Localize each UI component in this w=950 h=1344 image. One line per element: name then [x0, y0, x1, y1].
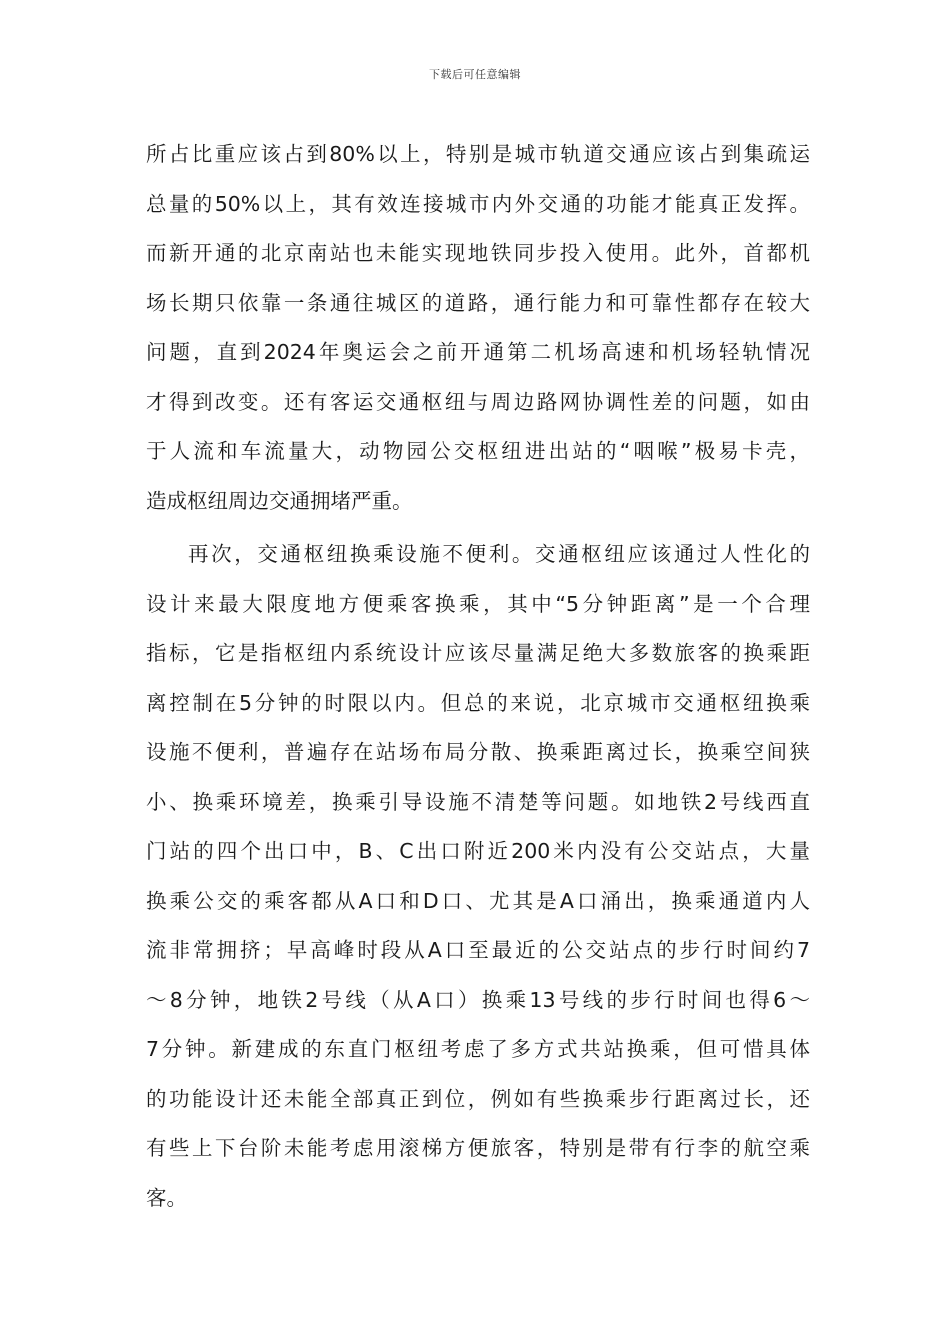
- text-line: 设施不便利，普遍存在站场布局分散、换乘距离过长，换乘空间狭: [146, 740, 810, 764]
- text-line: 设计来最大限度地方便乘客换乘，其中“5分钟距离”是一个合理: [146, 591, 810, 616]
- page-header: 下载后可任意编辑: [429, 68, 521, 81]
- text-line: 离控制在5分钟的时限以内。但总的来说，北京城市交通枢纽换乘: [146, 690, 810, 715]
- text-line: 才得到改变。还有客运交通枢纽与周边路网协调性差的问题，如由: [146, 389, 810, 414]
- text-line: 场长期只依靠一条通往城区的道路，通行能力和可靠性都存在较大: [146, 290, 810, 315]
- text-line: 小、换乘环境差，换乘引导设施不清楚等问题。如地铁2号线西直: [146, 789, 810, 814]
- text-line: 总量的50%以上，其有效连接城市内外交通的功能才能真正发挥。: [146, 191, 810, 216]
- text-line: 造成枢纽周边交通拥堵严重。: [146, 488, 413, 513]
- document-body: [146, 130, 810, 1223]
- text-line: 的功能设计还未能全部真正到位，例如有些换乘步行距离过长，还: [146, 1086, 810, 1111]
- text-line: 所占比重应该占到80%以上，特别是城市轨道交通应该占到集疏运: [146, 142, 810, 166]
- text-line: 流非常拥挤；早高峰时段从A口至最近的公交站点的步行时间约7: [146, 938, 810, 962]
- paragraph-2: [146, 530, 810, 1223]
- paragraph-1: [146, 130, 810, 526]
- text-line: 客。: [146, 1185, 187, 1210]
- text-line: 7分钟。新建成的东直门枢纽考虑了多方式共站换乘，但可惜具体: [146, 1037, 810, 1061]
- text-line: 再次，交通枢纽换乘设施不便利。交通枢纽应该通过人性化的: [188, 542, 810, 566]
- text-line: 门站的四个出口中，B、C出口附近200米内没有公交站点，大量: [146, 839, 810, 863]
- text-line: 于人流和车流量大，动物园公交枢纽进出站的“咽喉”极易卡壳，: [146, 439, 810, 463]
- text-line: ～8分钟，地铁2号线（从A口）换乘13号线的步行时间也得6～: [146, 987, 810, 1012]
- text-line: 换乘公交的乘客都从A口和D口、尤其是A口涌出，换乘通道内人: [146, 888, 810, 913]
- text-line: 有些上下台阶未能考虑用滚梯方便旅客，特别是带有行李的航空乘: [146, 1136, 810, 1160]
- text-line: 问题，直到2024年奥运会之前开通第二机场高速和机场轻轨情况: [146, 340, 810, 364]
- text-line: 指标，它是指枢纽内系统设计应该尽量满足绝大多数旅客的换乘距: [146, 641, 810, 665]
- text-line: 而新开通的北京南站也未能实现地铁同步投入使用。此外，首都机: [146, 241, 810, 265]
